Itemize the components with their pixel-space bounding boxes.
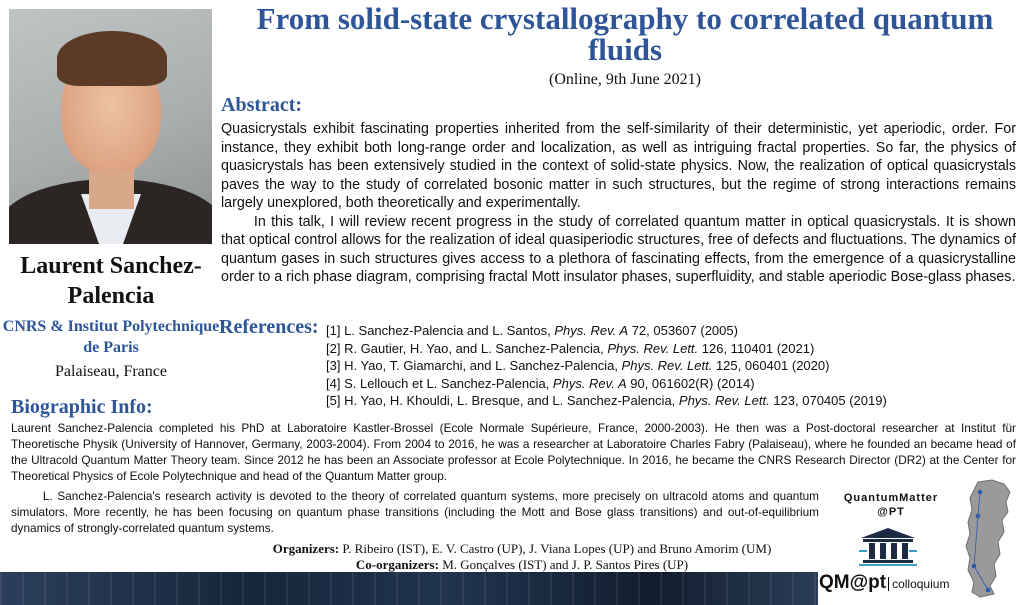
qm-pt-logo: QM@pt colloquium bbox=[819, 572, 950, 593]
reference-item: [1] L. Sanchez-Palencia and L. Santos, Phys. Rev. A 72, 053607 (2005) bbox=[326, 323, 738, 338]
references-list bbox=[326, 322, 1016, 410]
reference-item: [4] S. Lellouch et L. Sanchez-Palencia, Phys. Rev. A 90, 061602(R) (2014) bbox=[326, 375, 755, 391]
brand-name bbox=[830, 491, 952, 519]
co-organizers-line: Co-organizers: M. Gonçalves (IST) and J. P. Santos Pires (UP) bbox=[355, 557, 689, 572]
decorative-banner bbox=[0, 572, 818, 605]
poster-title: From solid-state crystallography to correlated quantum fluids bbox=[256, 1, 994, 67]
bio-paragraph: L. Sanchez-Palencia's research activity is devoted to the theory of correlated quantum systems, more precisely on ultracold atoms and quantum simulators. More recently, he has been focusing on quantum phase transitions (including the Mott and Bose glass transitions) and out-of-equilibrium dynamics of strongly-correlated quantum systems. bbox=[11, 489, 819, 535]
references-heading: References: bbox=[219, 316, 319, 338]
portugal-map bbox=[958, 478, 1018, 600]
abstract-paragraph: Quasicrystals exhibit fascinating properties inherited from the self-similarity of their deterministic, yet aperiodic, order. For instance, they exhibit both long-range order and localization, as well as intriguing fractal properties. So far, the physics of quasicrystals has been extensively studied in the context of solid-state physics. Now, the realization of optical quasicrystals paves the way to the study of correlated bosonic matter in such structures, but the regime of strong interactions remains largely unexplored, both theoretically and experimentally. bbox=[221, 121, 1016, 211]
reference-item: [5] H. Yao, H. Khouldi, L. Bresque, and L. Sanchez-Palencia, Phys. Rev. Lett. 123, 070405 (2019) bbox=[326, 393, 887, 408]
speaker-affiliation: CNRS & Institut Polytechnique de Paris bbox=[2, 318, 220, 356]
speaker-photo bbox=[9, 9, 212, 244]
brand-name-line: QuantumMatter bbox=[843, 492, 939, 504]
organizers-block bbox=[222, 541, 822, 573]
organizers-line: Organizers: P. Ribeiro (IST), E. V. Castro (UP), J. Viana Lopes (UP) and Bruno Amorim (UM) bbox=[272, 541, 772, 556]
speaker-name: Laurent Sanchez-Palencia bbox=[20, 253, 202, 309]
abstract-heading: Abstract: bbox=[221, 94, 303, 116]
abstract-body bbox=[221, 120, 1016, 287]
bio-paragraph: Laurent Sanchez-Palencia completed his PhD at Laboratoire Kastler-Brossel (Ecole Normale Supérieure, France, 2000-2003). He then was a Post-doctoral researcher at Institut für Theoretische Physik (University of Hannover, Germany, 2003-2004). From 2004 to 2016, he was a researcher at Laboratoire Charles Fabry (Palaiseau), where he founded an became head of the Ultracold Quantum Matter Theory team. Since 2012 he has been an Associate professor at Ecole Polytechnique. In 2016, he became the CNRS Research Director (DR2) at the Center for Theoretical Physics of Ecole Polytechnique and head of the Quantum Matter group. bbox=[11, 421, 1016, 483]
reference-item: [3] H. Yao, T. Giamarchi, and L. Sanchez-Palencia, Phys. Rev. Lett. 125, 060401 (2020) bbox=[326, 358, 830, 373]
bio-heading: Biographic Info: bbox=[11, 396, 153, 418]
abstract-paragraph: In this talk, I will review recent progress in the study of correlated quantum matter in optical quasicrystals. It is shown that optical control allows for the realization of ideal quasiperiodic structures, free of defects and fluctuations. The dynamics of quantum gases in such structures gives access to a plethora of fascinating effects, from the emergence of a quasicrystalline order to a rich phase diagram, comprising fractal Mott insulator phases, superfluidity, and stable aperiodic Bose-glass phases. bbox=[221, 213, 1016, 285]
reference-item: [2] R. Gautier, H. Yao, and L. Sanchez-Palencia, Phys. Rev. Lett. 126, 110401 (2021) bbox=[326, 340, 815, 356]
speaker-location: Palaiseau, France bbox=[55, 363, 167, 380]
poster-date: (Online, 9th June 2021) bbox=[549, 71, 701, 88]
brand-name-line: @PT bbox=[877, 506, 905, 518]
building-icon bbox=[859, 527, 917, 567]
